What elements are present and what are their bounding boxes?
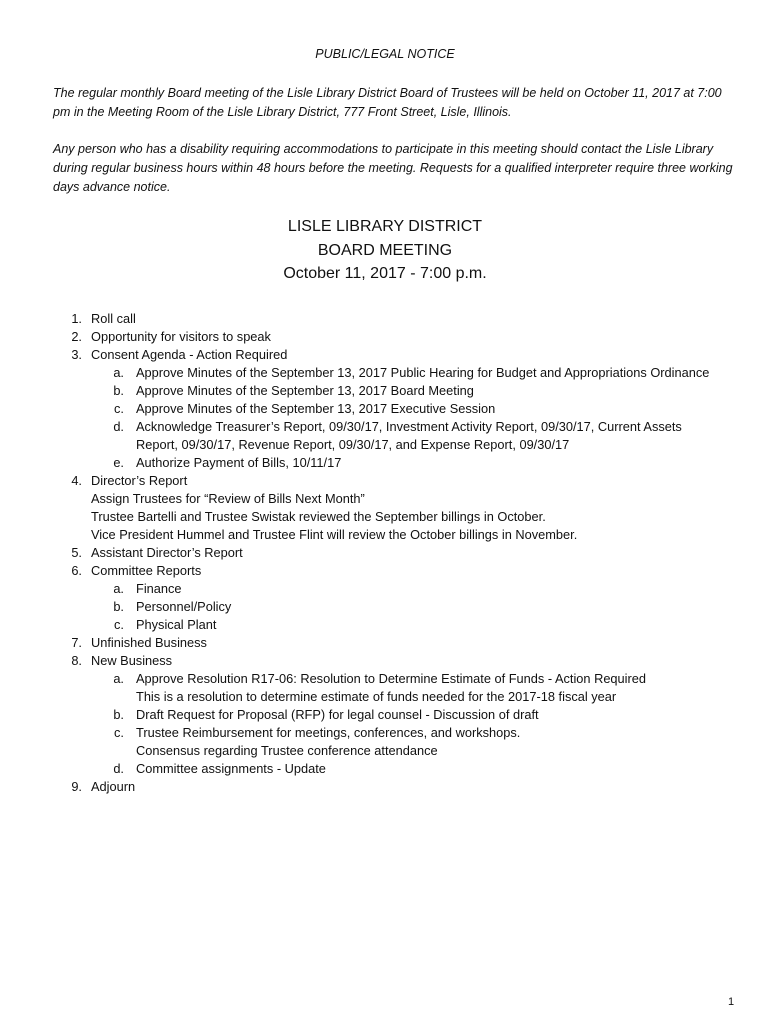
- meeting-date-heading: October 11, 2017 - 7:00 p.m.: [283, 265, 487, 282]
- agenda-subitem-text: Draft Request for Proposal (RFP) for legal counsel - Discussion of draft: [136, 707, 539, 722]
- meeting-heading: BOARD MEETING: [317, 242, 453, 259]
- agenda-subitem-text: Trustee Reimbursement for meetings, conferences, and workshops.: [136, 725, 521, 740]
- agenda-subitem-text: Personnel/Policy: [136, 599, 232, 614]
- agenda-subitem-text: Approve Minutes of the September 13, 2017 Public Hearing for Budget and Appropriations Ordinance: [136, 365, 710, 380]
- agenda-item: [0, 634, 770, 652]
- agenda-subitem: [0, 598, 770, 616]
- agenda-item-text: New Business: [91, 653, 173, 668]
- notice-title: PUBLIC/LEGAL NOTICE: [315, 47, 455, 61]
- agenda-subitem-continuation: [0, 688, 770, 706]
- agenda-subitem: [0, 400, 770, 418]
- agenda-subitem-letter: c.: [114, 617, 124, 632]
- agenda-subitem-continuation: [0, 436, 770, 454]
- agenda-subitem-letter: b.: [113, 599, 124, 614]
- agenda-item-text: Adjourn: [91, 779, 136, 794]
- agenda-subitem: [0, 724, 770, 742]
- agenda-subitem: [0, 418, 770, 436]
- agenda-item-number: 4.: [71, 473, 82, 488]
- agenda-item-text: Consent Agenda - Action Required: [91, 347, 288, 362]
- agenda-item-text: Assign Trustees for “Review of Bills Next Month”: [91, 491, 365, 506]
- agenda-item: [0, 472, 770, 490]
- agenda-subitem-text: This is a resolution to determine estimate of funds needed for the 2017-18 fiscal year: [136, 689, 617, 704]
- agenda-subitem-continuation: [0, 742, 770, 760]
- agenda-item-number: 9.: [71, 779, 82, 794]
- agenda-subitem: [0, 760, 770, 778]
- agenda-item-text: Committee Reports: [91, 563, 202, 578]
- agenda-subitem-letter: a.: [113, 671, 124, 686]
- agenda-subitem: [0, 670, 770, 688]
- agenda-subitem-text: Physical Plant: [136, 617, 217, 632]
- agenda-subitem: [0, 616, 770, 634]
- agenda-subitem: [0, 364, 770, 382]
- agenda-item: [0, 328, 770, 346]
- agenda-item: [0, 778, 770, 796]
- agenda-subitem-letter: c.: [114, 401, 124, 416]
- agenda-item: [0, 310, 770, 328]
- agenda-item-number: 6.: [71, 563, 82, 578]
- agenda-subitem-text: Authorize Payment of Bills, 10/11/17: [136, 455, 342, 470]
- agenda-item-text: Vice President Hummel and Trustee Flint will review the October billings in November.: [91, 527, 578, 542]
- agenda-subitem-letter: e.: [113, 455, 124, 470]
- agenda-subitem-letter: a.: [113, 581, 124, 596]
- agenda-subitem-letter: d.: [113, 419, 124, 434]
- agenda-subitem: [0, 382, 770, 400]
- agenda-item-number: 7.: [71, 635, 82, 650]
- agenda-item-number: 1.: [71, 311, 82, 326]
- agenda-item-text: Roll call: [91, 311, 136, 326]
- notice-meeting-paragraph: The regular monthly Board meeting of the Lisle Library District Board of Trustees will be held on October 11, 2017 at 7:00 pm in the Meeting Room of the Lisle Library District, 777 Front Street, Lisle, Illinois.: [53, 86, 722, 119]
- agenda-subitem-text: Consensus regarding Trustee conference attendance: [136, 743, 438, 758]
- agenda-subitem-text: Approve Minutes of the September 13, 2017 Board Meeting: [136, 383, 474, 398]
- agenda-subitem-text: Report, 09/30/17, Revenue Report, 09/30/17, and Expense Report, 09/30/17: [136, 437, 570, 452]
- agenda-subitem-text: Acknowledge Treasurer’s Report, 09/30/17, Investment Activity Report, 09/30/17, Current Assets: [136, 419, 682, 434]
- page-number: 1: [728, 996, 735, 1008]
- agenda-subitem-letter: a.: [113, 365, 124, 380]
- agenda-subitem-letter: d.: [113, 761, 124, 776]
- agenda-item-text: Opportunity for visitors to speak: [91, 329, 271, 344]
- agenda-item-text: Trustee Bartelli and Trustee Swistak reviewed the September billings in October.: [91, 509, 546, 524]
- district-heading: LISLE LIBRARY DISTRICT: [287, 218, 483, 235]
- agenda-item-text: Assistant Director’s Report: [91, 545, 243, 560]
- agenda-subitem-letter: c.: [114, 725, 124, 740]
- agenda-subitem-letter: b.: [113, 707, 124, 722]
- agenda-item-continuation: [0, 526, 770, 544]
- agenda-item-number: 8.: [71, 653, 82, 668]
- agenda-subitem-text: Approve Resolution R17-06: Resolution to Determine Estimate of Funds - Action Required: [136, 671, 647, 686]
- agenda-item-number: 5.: [71, 545, 82, 560]
- agenda-subitem-text: Approve Minutes of the September 13, 2017 Executive Session: [136, 401, 496, 416]
- notice-accessibility-paragraph: Any person who has a disability requiring accommodations to participate in this meeting should contact the Lisle Library during regular business hours within 48 hours before the meeting. Requests for a qualified interpreter require three working days advance notice.: [53, 142, 733, 194]
- agenda-subitem: [0, 580, 770, 598]
- agenda-subitem: [0, 454, 770, 472]
- agenda-item: [0, 544, 770, 562]
- agenda-item: [0, 346, 770, 364]
- agenda-item-number: 3.: [71, 347, 82, 362]
- agenda-item-number: 2.: [71, 329, 82, 344]
- agenda-item-continuation: [0, 490, 770, 508]
- agenda-subitem-text: Committee assignments - Update: [136, 761, 326, 776]
- agenda-item-text: Unfinished Business: [91, 635, 207, 650]
- agenda-item-continuation: [0, 508, 770, 526]
- agenda-subitem-letter: b.: [113, 383, 124, 398]
- agenda-item-text: Director’s Report: [91, 473, 188, 488]
- agenda-list: [0, 310, 770, 796]
- agenda-subitem-text: Finance: [136, 581, 182, 596]
- agenda-item: [0, 562, 770, 580]
- agenda-item: [0, 652, 770, 670]
- agenda-subitem: [0, 706, 770, 724]
